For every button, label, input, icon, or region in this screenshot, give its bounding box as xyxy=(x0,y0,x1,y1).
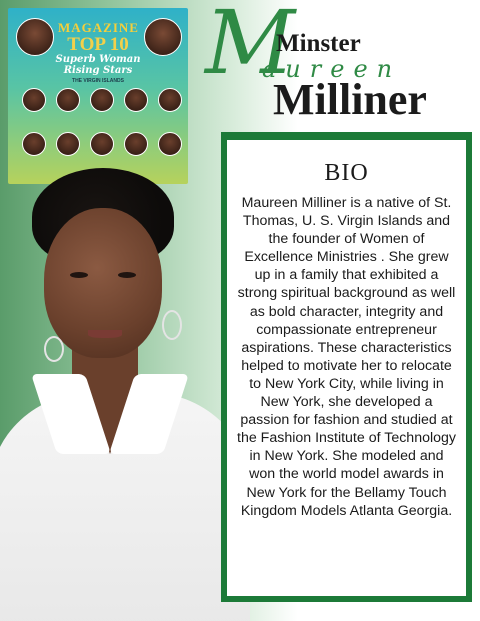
eye xyxy=(70,272,88,278)
title-milliner: Milliner xyxy=(273,75,427,124)
cover-place: THE VIRGIN ISLANDS xyxy=(72,78,124,84)
cover-subtitle: Superb Woman Rising Stars xyxy=(55,54,141,76)
bio-text: Maureen Milliner is a native of St. Thomas, U. S. Virgin Islands and the founder of Women of Excellence Ministries . She grew up in a family that exhibited a strong spiritual background as well as bold character, integrity and compassionate entrepreneur aspirations. These characteristics helped to motivate her to relocate to New York City, while living in New York, she developed a passion for fashion and studied at the Fashion Institute of Technology in New York. She modeled and won the world model awards in New York for the Bellamy Touch Kingdom Models Atlanta Georgia. xyxy=(237,195,456,519)
cover-portrait xyxy=(124,88,148,112)
hoop-earring xyxy=(162,310,182,340)
cover-portrait xyxy=(158,88,182,112)
cover-portrait xyxy=(56,88,80,112)
cover-portrait xyxy=(90,88,114,112)
cover-portrait xyxy=(144,18,182,56)
cover-portrait xyxy=(16,18,54,56)
bio-heading: BIO xyxy=(324,160,369,186)
bio-box xyxy=(221,132,472,602)
cover-portrait xyxy=(56,132,80,156)
cover-magazine-label: MAGAZINE xyxy=(58,20,139,35)
cover-top10-label: TOP 10 xyxy=(67,34,129,55)
title-decorative-m: M xyxy=(205,0,296,94)
hoop-earring xyxy=(44,336,64,362)
magazine-cover-image xyxy=(8,8,188,184)
eye xyxy=(118,272,136,278)
title-minster: Minster xyxy=(276,30,361,57)
cover-portrait xyxy=(22,88,46,112)
portrait-photo xyxy=(0,160,250,621)
cover-portrait xyxy=(158,132,182,156)
cover-portrait xyxy=(22,132,46,156)
cover-portrait xyxy=(90,132,114,156)
title-aureen: aureen xyxy=(262,55,402,83)
cover-portrait xyxy=(124,132,148,156)
mouth xyxy=(88,330,122,338)
